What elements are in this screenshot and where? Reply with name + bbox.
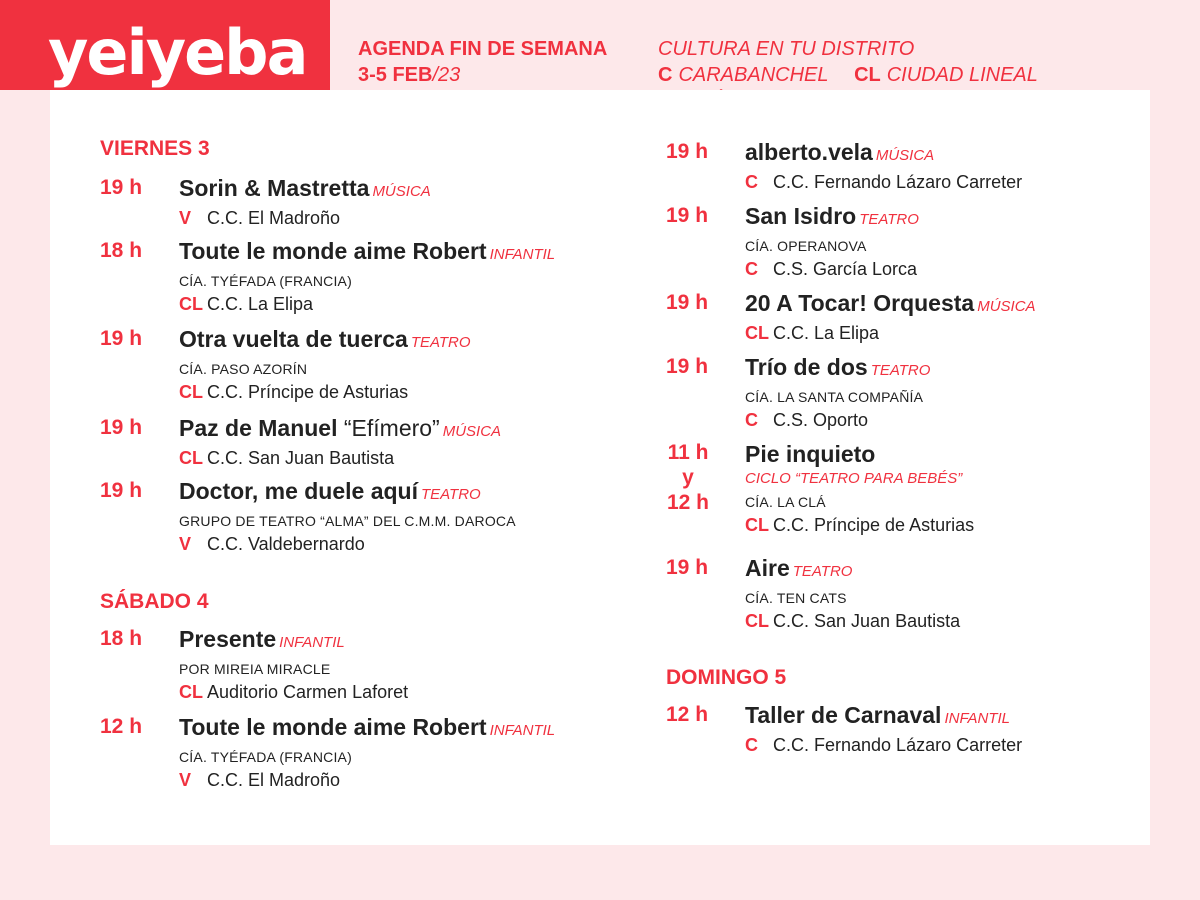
event-genre: INFANTIL — [489, 246, 556, 263]
event-venue: C C.C. Fernando Lázaro Carreter — [745, 172, 1023, 192]
event-genre: INFANTIL — [279, 634, 345, 651]
event-time: 18 h — [100, 627, 143, 650]
event-title: Doctor, me duele aquí TEATRO — [179, 478, 481, 504]
event-genre: INFANTIL — [944, 710, 1011, 727]
event-venue: CL C.C. San Juan Bautista — [745, 611, 961, 631]
event-venue: V C.C. El Madroño — [179, 770, 341, 790]
day-heading-saturday: SÁBADO 4 — [100, 590, 209, 613]
event-company: CÍA. TYÉFADA (FRANCIA) — [179, 749, 352, 765]
event-time: 19 h — [666, 556, 709, 579]
event-time: 19 h — [666, 140, 709, 163]
event-time: 19 h — [666, 291, 709, 314]
event-company: CÍA. LA SANTA COMPAÑÍA — [745, 389, 924, 405]
event-time: 19 h — [666, 204, 709, 227]
event-title: Toute le monde aime Robert INFANTIL — [179, 714, 556, 740]
event-genre: MÚSICA — [442, 423, 502, 440]
event-title: Sorin & Mastretta MÚSICA — [179, 175, 431, 201]
event-time: 19 h — [100, 416, 143, 439]
event-company: CÍA. PASO AZORÍN — [179, 361, 308, 377]
header-title: AGENDA FIN DE SEMANA — [358, 38, 608, 60]
event-company: GRUPO DE TEATRO “ALMA” DEL C.M.M. DAROCA — [179, 513, 516, 529]
event-company: CÍA. LA CLÁ — [745, 494, 826, 510]
event-title: Pie inquieto — [745, 441, 876, 467]
event-time: 19 h — [100, 479, 143, 502]
event-title: Presente INFANTIL — [179, 626, 345, 652]
event-venue: CL C.C. San Juan Bautista — [179, 448, 395, 468]
event-title: Aire TEATRO — [745, 555, 853, 581]
event-genre: TEATRO — [792, 563, 853, 580]
event-venue: CL C.C. Príncipe de Asturias — [179, 382, 409, 402]
event-time: 12 h — [100, 715, 143, 738]
header-subtitle: CULTURA EN TU DISTRITO — [658, 38, 915, 60]
event-genre: INFANTIL — [489, 722, 556, 739]
agenda-card — [50, 90, 1150, 845]
event-title: alberto.vela MÚSICA — [745, 139, 935, 165]
event-title: Otra vuelta de tuerca TEATRO — [179, 326, 471, 352]
event-time: 11 h y 12 h — [666, 441, 710, 514]
event-venue: V C.C. Valdebernardo — [179, 534, 365, 554]
event-company: CÍA. TYÉFADA (FRANCIA) — [179, 273, 352, 289]
day-heading-friday: VIERNES 3 — [100, 137, 210, 160]
event-genre: TEATRO — [410, 334, 471, 351]
event-time: 18 h — [100, 239, 143, 262]
event-time: 19 h — [100, 176, 143, 199]
event-title: 20 A Tocar! Orquesta MÚSICA — [745, 290, 1036, 316]
district-cl: CL CIUDAD LINEAL — [854, 64, 1038, 86]
event-company: CÍA. TEN CATS — [745, 590, 847, 606]
event-genre: TEATRO — [870, 362, 931, 379]
event-genre: TEATRO — [421, 486, 481, 503]
event-genre: TEATRO — [859, 211, 919, 228]
event-title: Paz de Manuel “Efímero” MÚSICA — [179, 415, 502, 441]
event-time: 12 h — [666, 703, 709, 726]
event-title: Taller de Carnaval INFANTIL — [745, 702, 1011, 728]
district-c: C CARABANCHEL — [658, 64, 829, 86]
event-company: CÍA. OPERANOVA — [745, 238, 867, 254]
event-venue: V C.C. El Madroño — [179, 208, 341, 228]
event-genre: MÚSICA — [875, 147, 935, 164]
brand-logo: yeiyeba — [48, 16, 307, 89]
event-cycle: CICLO “TEATRO PARA BEBÉS” — [745, 470, 963, 487]
event-company: POR MIREIA MIRACLE — [179, 661, 331, 677]
event-time: 19 h — [100, 327, 143, 350]
event-venue: CL C.C. La Elipa — [179, 294, 314, 314]
header-title-block — [358, 36, 607, 88]
event-title: Toute le monde aime Robert INFANTIL — [179, 238, 556, 264]
event-venue: CL C.C. La Elipa — [745, 323, 880, 343]
event-title: Trío de dos TEATRO — [745, 354, 931, 380]
event-time: 19 h — [666, 355, 709, 378]
event-venue: C C.S. Oporto — [745, 410, 869, 430]
logo-banner — [0, 0, 330, 90]
header-dates: 3-5 FEB/23 — [358, 64, 461, 86]
event-venue: C C.S. García Lorca — [745, 259, 918, 279]
day-heading-sunday: DOMINGO 5 — [666, 666, 787, 689]
event-title: San Isidro TEATRO — [745, 203, 919, 229]
event-venue: CL Auditorio Carmen Laforet — [179, 682, 409, 702]
event-venue: C C.C. Fernando Lázaro Carreter — [745, 735, 1023, 755]
event-genre: MÚSICA — [372, 183, 431, 200]
event-venue: CL C.C. Príncipe de Asturias — [745, 515, 975, 535]
event-genre: MÚSICA — [977, 298, 1036, 315]
